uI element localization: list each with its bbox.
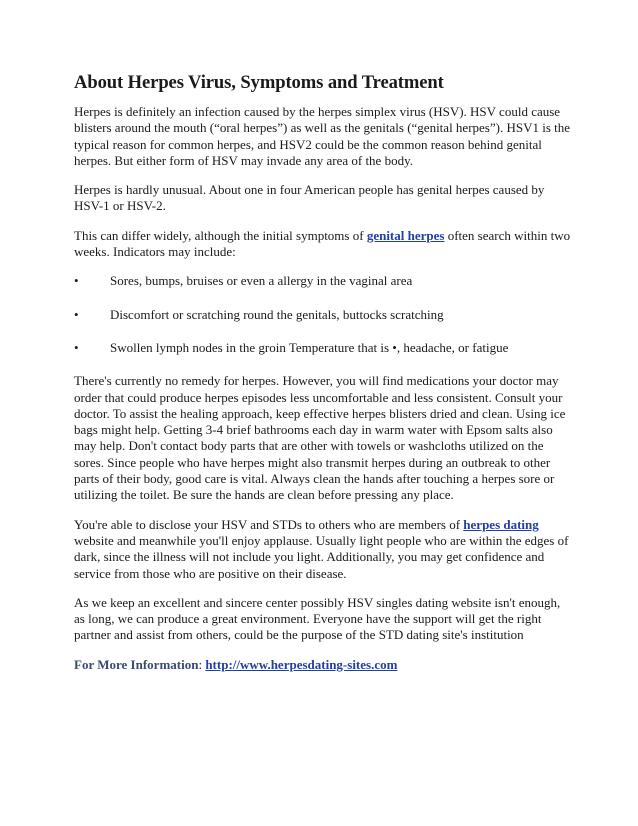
document-title: About Herpes Virus, Symptoms and Treatment: [74, 72, 444, 93]
bullet-item-lymph-nodes: [74, 340, 572, 356]
paragraph-symptoms: [74, 228, 572, 261]
document-page: [74, 72, 572, 686]
paragraph-prevalence: Herpes is hardly unusual. About one in four American people has genital herpes caused by HSV-1 or HSV-2.: [74, 182, 545, 214]
bullet-marker: •: [74, 339, 79, 355]
bullet-item-discomfort: [74, 307, 572, 323]
paragraph-intro: Herpes is definitely an infection caused by the herpes simplex virus (HSV). HSV could cause blisters around the mouth (“oral herpes”) as well as the genitals (“genital herpes”). HSV1 is the typical reason for common herpes, and HSV2 could be the common reason behind genital herpes. But either form of HSV may invade any area of the body.: [74, 104, 571, 168]
bullet-text: Sores, bumps, bruises or even a allergy in the vaginal area: [110, 273, 413, 289]
genital-herpes-link[interactable]: genital herpes: [366, 227, 445, 243]
paragraph-disclosure: [74, 517, 572, 582]
bullet-item-sores: [74, 273, 572, 289]
paragraph-disclosure-text-before: You're able to disclose your HSV and STDs to others who are members of: [74, 516, 464, 532]
herpes-dating-link[interactable]: herpes dating: [463, 516, 539, 532]
more-information-url-link[interactable]: http://www.herpesdating-sites.com: [205, 656, 398, 672]
more-information-line: [74, 657, 572, 673]
bullet-text: Swollen lymph nodes in the groin Temperature that is •, headache, or fatigue: [110, 339, 509, 355]
more-information-label: For More Information: [74, 656, 199, 672]
bullet-marker: •: [74, 273, 79, 289]
more-information-separator: :: [198, 656, 206, 672]
paragraph-disclosure-text-after: website and meanwhile you'll enjoy applause. Usually light people who are within the edges of dark, since the illness will not include you light. Additionally, you may get confidence and service from those who are positive on their disease.: [74, 532, 569, 581]
paragraph-treatment: There's currently no remedy for herpes. However, you will find medications your doctor may order that could produce herpes episodes less uncomfortable and less consistent. Consult your doctor. To assist the healing approach, keep effective herpes blisters dried and clean. Using ice bags might help. Getting 3-4 brief bathrooms each day in warm water with Epsom salts also may help. Don't contact body parts that are other with towels or washcloths utilized on the sores. Since people who have herpes might also transmit herpes during an outbreak to other parts of their body, good care is vital. Always clean the hands after touching a herpes sore or utilizing the toilet. Be sure the hands are clean before pressing any place.: [74, 373, 566, 503]
bullet-text: Discomfort or scratching round the genitals, buttocks scratching: [110, 306, 444, 322]
paragraph-symptoms-text-after: often search within two weeks. Indicators may include:: [74, 227, 571, 260]
bullet-marker: •: [74, 306, 79, 322]
paragraph-community: As we keep an excellent and sincere center possibly HSV singles dating website isn't enough, as long, we can produce a great environment. Everyone have the support will get the right partner and assist from others, could be the purpose of the STD dating site's institution: [74, 594, 561, 643]
paragraph-symptoms-text-before: This can differ widely, although the initial symptoms of: [74, 227, 367, 243]
